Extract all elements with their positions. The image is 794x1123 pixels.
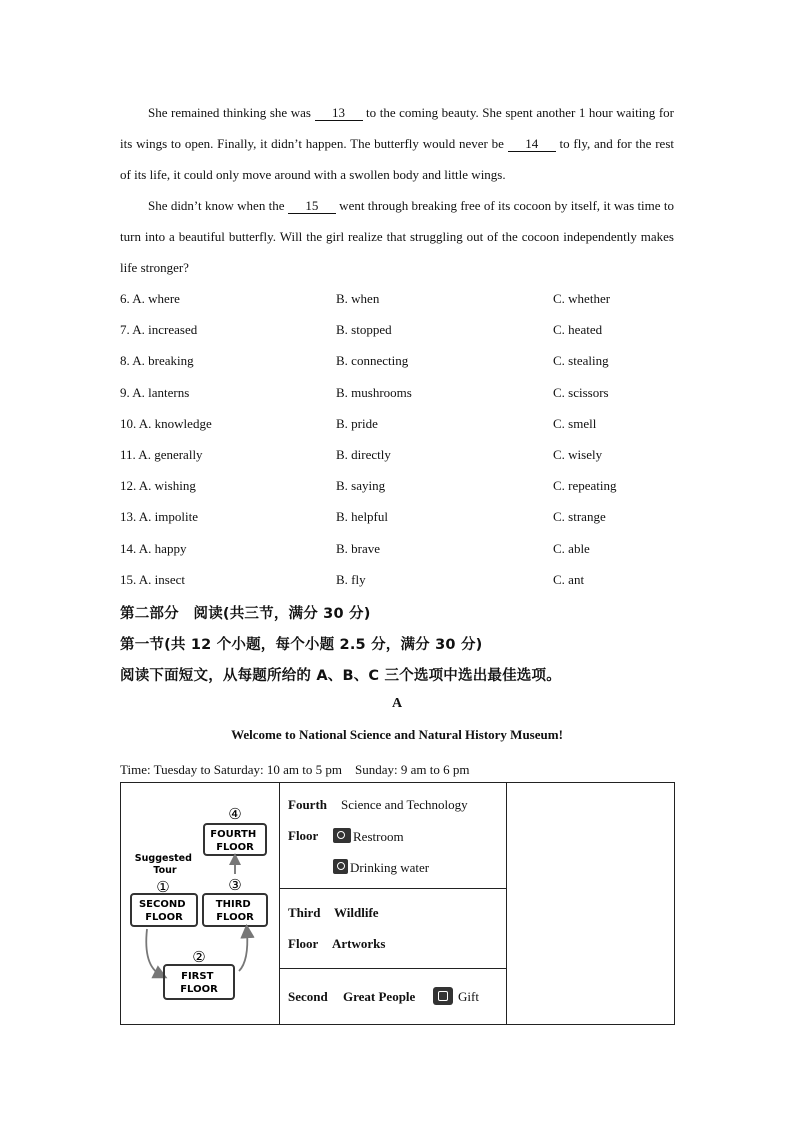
second-floor-exhibit: Great People: [343, 989, 416, 1004]
tour-step-2-number: ②: [192, 948, 206, 966]
option-c: C. ant: [553, 571, 585, 587]
passage-paragraph-2: [120, 190, 674, 283]
option-c: C. whether: [553, 291, 611, 306]
first-floor-line2: FLOOR: [180, 984, 218, 995]
option-c: C. repeating: [553, 478, 617, 494]
table-divider: [279, 783, 280, 1024]
arrow-2-to-3: [239, 931, 247, 971]
section-heading-sec1: 第一节(共 12 个小题，每个小题 2.5 分，满分 30 分): [120, 637, 483, 653]
fourth-floor-line1: FOURTH: [210, 829, 257, 840]
tour-step-3-number: ③: [228, 876, 242, 894]
blank-15: 15: [288, 198, 336, 214]
fourth-floor-name: Fourth: [288, 797, 327, 812]
option-c: C. stealing: [553, 353, 609, 369]
option-row-9: [120, 377, 680, 408]
gift-label: Gift: [458, 989, 479, 1004]
option-a: 9. A. lanterns: [120, 384, 190, 400]
option-b: B. fly: [336, 571, 366, 587]
suggested-line2: Tour: [153, 865, 177, 876]
option-a: 15. A. insect: [120, 571, 185, 587]
fourth-floor-word: Floor: [288, 828, 319, 843]
section-instruction: 阅读下面短文，从每题所给的 A、B、C 三个选项中选出最佳选项。: [120, 668, 561, 684]
option-a: 8. A. breaking: [120, 353, 194, 369]
option-a: 11. A. generally: [120, 446, 203, 462]
first-floor-line1: FIRST: [181, 971, 214, 982]
fourth-floor-line2: FLOOR: [216, 842, 254, 853]
tour-step-4-number: ④: [228, 805, 242, 823]
p1-text-after: to fly, and for the rest of its life, it could only move around with a swollen body and little wings.: [120, 136, 674, 182]
option-c: C. heated: [553, 322, 603, 338]
option-a: 7. A. increased: [120, 322, 198, 338]
option-row-13: [120, 501, 680, 532]
suggested-line1: Suggested: [134, 853, 192, 864]
option-a: 12. A. wishing: [120, 478, 196, 494]
second-floor-name: Second: [288, 989, 328, 1004]
suggested-tour-label: [135, 853, 195, 876]
restroom-label: Restroom: [353, 829, 404, 844]
table-divider: [506, 783, 507, 1024]
restroom-icon: [333, 828, 351, 843]
third-floor-label: [216, 899, 254, 923]
option-row-12: [120, 470, 680, 501]
table-divider: [279, 888, 506, 889]
suggested-tour-diagram: [125, 801, 275, 1011]
drinking-water-icon: [333, 859, 348, 874]
option-row-10: [120, 408, 680, 439]
third-floor-line1: THIRD: [215, 899, 251, 910]
second-floor-line2: FLOOR: [145, 912, 183, 923]
third-floor-name: Third: [288, 905, 321, 920]
option-a: 14. A. happy: [120, 540, 187, 556]
second-floor-line1: SECOND: [138, 899, 186, 910]
option-a: 6. A. where: [120, 291, 180, 306]
option-b: B. helpful: [336, 509, 388, 525]
restroom-entry: [333, 828, 404, 845]
p2-text-after: went through breaking free of its cocoon by itself, it was time to turn into a beautiful butterfly. Will the girl realize that struggling out of the cocoon independently makes life stronger?: [120, 198, 674, 275]
blank-13: 13: [315, 105, 363, 121]
option-b: B. directly: [336, 446, 391, 462]
option-row-7: [120, 314, 680, 345]
first-floor-label: [180, 971, 218, 995]
p1-text-before: She remained thinking she was: [148, 105, 315, 120]
fourth-floor-label: [210, 829, 259, 853]
option-a: 10. A. knowledge: [120, 415, 212, 431]
table-divider: [279, 968, 506, 969]
museum-opening-time: Time: Tuesday to Saturday: 10 am to 5 pm Sunday: 9 am to 6 pm: [120, 762, 470, 777]
option-b: B. connecting: [336, 353, 409, 369]
fourth-floor-exhibit: Science and Technology: [341, 797, 468, 812]
option-row-6: [120, 283, 680, 314]
museum-welcome-title: Welcome to National Science and Natural History Museum!: [231, 727, 563, 742]
option-row-15: [120, 564, 680, 595]
option-row-14: [120, 533, 680, 564]
third-floor-line2: FLOOR: [216, 912, 254, 923]
p1-text-mid: to the coming beauty. She spent another 1 hour waiting for its wings to open. Finally, it didn’t happen. The butterfly would never be: [120, 105, 674, 151]
blank-14: 14: [508, 136, 556, 152]
passage-label: A: [391, 696, 403, 711]
third-floor-exhibit-1: Wildlife: [334, 905, 379, 920]
option-b: B. saying: [336, 478, 386, 494]
option-b: B. brave: [336, 540, 381, 556]
passage-paragraph-1: [120, 97, 674, 190]
option-c: C. wisely: [553, 446, 603, 462]
third-floor-exhibit-2: Artworks: [332, 936, 386, 951]
option-c: C. scissors: [553, 384, 609, 400]
option-b: B. stopped: [336, 322, 392, 338]
option-b: B. when: [336, 291, 380, 306]
gift-shop-icon: [433, 987, 453, 1005]
second-floor-label: [139, 899, 189, 923]
tour-step-1-number: ①: [156, 878, 170, 896]
p2-text-before: She didn’t know when the: [148, 198, 288, 213]
answer-options: [120, 283, 680, 595]
option-a: 13. A. impolite: [120, 509, 198, 525]
drinking-water-entry: [333, 859, 429, 876]
option-c: C. able: [553, 540, 590, 556]
gift-entry: [433, 987, 479, 1005]
option-b: B. mushrooms: [336, 384, 412, 400]
drinking-water-label: Drinking water: [350, 860, 430, 875]
option-row-8: [120, 345, 680, 376]
option-row-11: [120, 439, 680, 470]
option-c: C. strange: [553, 509, 606, 525]
option-b: B. pride: [336, 415, 378, 431]
arrow-1-to-2: [146, 929, 161, 975]
third-floor-word: Floor: [288, 936, 319, 951]
museum-floor-table: [120, 782, 675, 1025]
option-c: C. smell: [553, 415, 597, 431]
section-heading-part2: 第二部分 阅读(共三节，满分 30 分): [120, 606, 371, 622]
